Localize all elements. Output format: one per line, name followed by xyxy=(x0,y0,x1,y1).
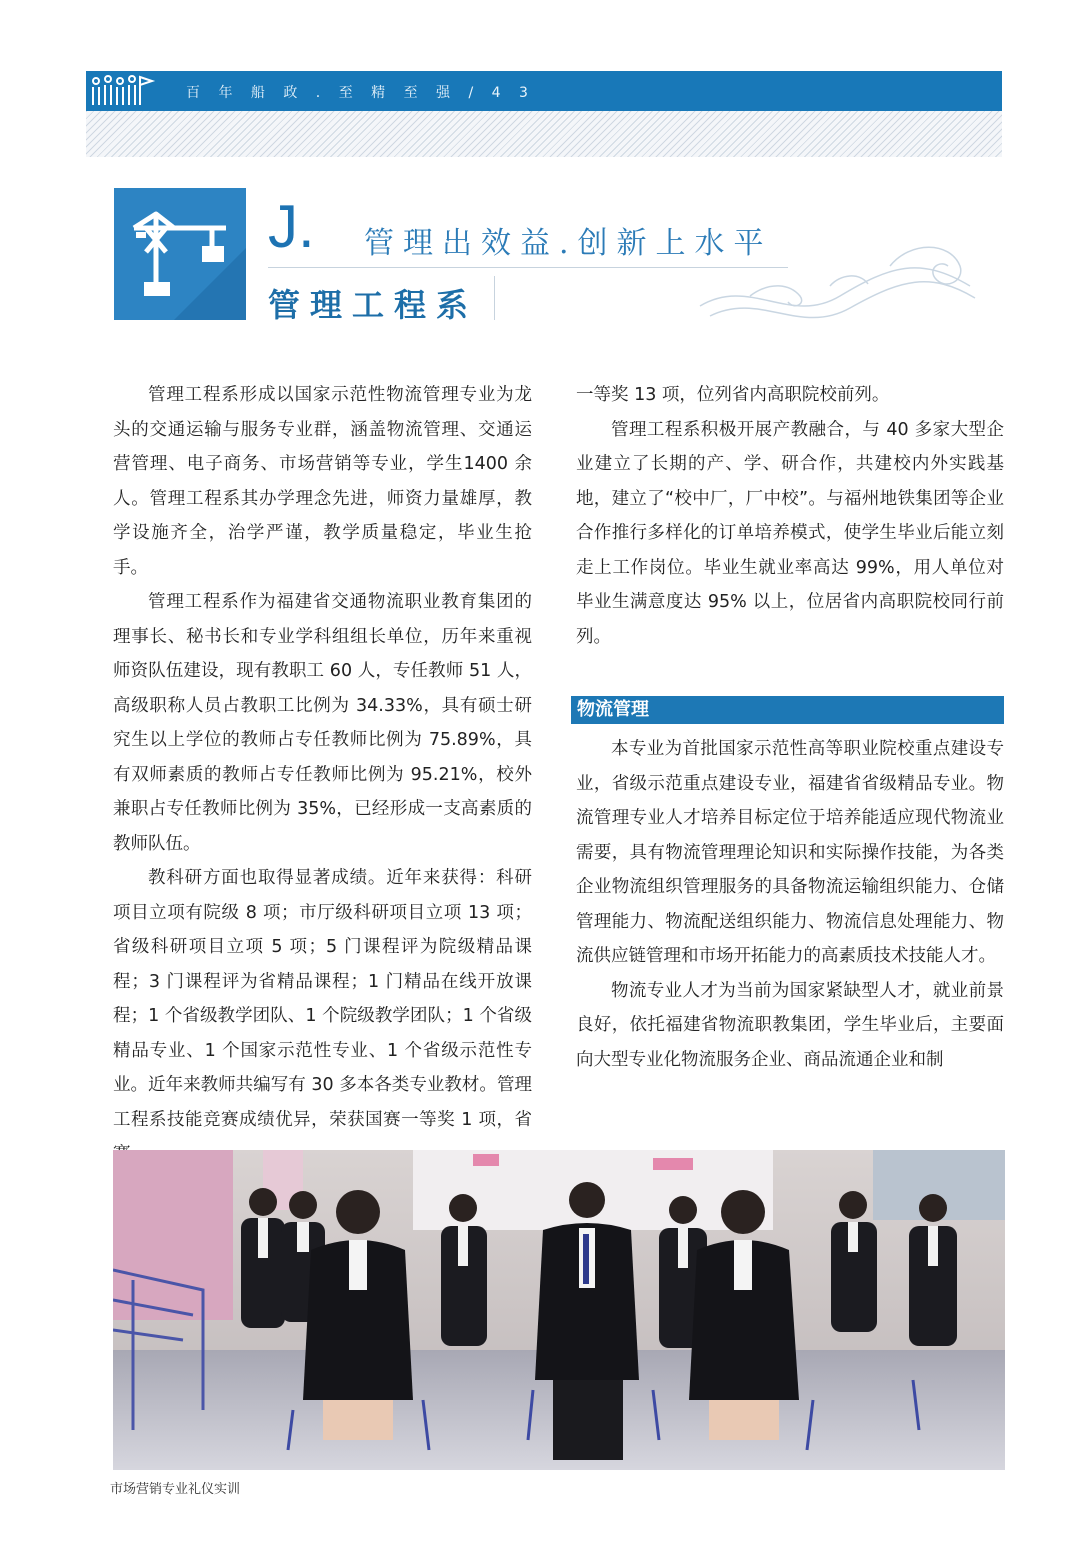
photo-caption: 市场营销专业礼仪实训 xyxy=(110,1482,241,1497)
header-hatch-decoration xyxy=(86,111,1002,157)
paragraph: 教科研方面也取得显著成绩。近年来获得：科研项目立项有院级 8 项；市厅级科研项目立项 13 项；省级科研项目立项 5 项；5 门课程评为院级精品课程；3 门课程评为省精品课程；1 门精品在线开放课程；1 个省级教学团队、1 个院级教学团队；1 个省级精品专业、1 个国家示范性专业、1 个省级示范性专业。近年来教师共编写有 30 多本各类专业教材。管理工程系技能竞赛成绩优异，荣获国赛一等奖 1 项，省 xyxy=(113,868,532,1130)
paragraph: 管理工程系积极开展产教融合，与 40 多家大型企业建立了长期的产、学、研合作，共建校内外实践基地，建立了“校中厂，厂中校”。与福州地铁集团等企业合作推行多样化的订单培养模式，使学生毕业后能立刻走上工作岗位。毕业生就业率高达 99%，用人单位对毕业生满意度达 95% 以上，位居省内高职院校同行前列。 xyxy=(576,419,1004,647)
title-divider-tick xyxy=(494,276,495,320)
paragraph: 本专业为首批国家示范性高等职业院校重点建设专业，省级示范重点建设专业，福建省省级精品专业。物流管理专业人才培养目标定位于培养能适应现代物流业需要，具有物流管理理论知识和实际操作技能，为各类企业物流组织管理服务的具备物流运输组织能力、仓储管理能力、物流配送组织能力、物流信息处理能力、物流供应链管理和市场开拓能力的高素质技术技能人才。 xyxy=(576,739,1004,966)
people-logo-icon xyxy=(86,71,158,111)
subsection-body xyxy=(576,732,1004,1077)
paragraph: 管理工程系形成以国家示范性物流管理专业为龙头的交通运输与服务专业群，涵盖物流管理、交通运营管理、电子商务、市场营销等专业，学生1400 余人。管理工程系其办学理念先进，师资力量雄厚，教学设施齐全，治学严谨，教学质量稳定，毕业生抢手。 xyxy=(113,385,532,578)
department-title: 管理工程系 xyxy=(268,286,479,324)
wave-decoration-icon xyxy=(690,236,980,336)
paragraph-continued: 一等奖 13 项，位列省内高职院校前列。 xyxy=(576,385,890,405)
section-slogan: 管理出效益.创新上水平 xyxy=(364,226,773,261)
etiquette-training-photo xyxy=(113,1150,1005,1470)
paragraph: 管理工程系作为福建省交通物流职业教育集团的理事长、秘书长和专业学科组组长单位，历年来重视师资队伍建设，现有教职工 60 人，专任教师 51 人，高级职称人员占教职工比例为 34.33%，具有硕士研究生以上学位的教师占专任教师比例为 75.89%，具有双师素质的教师占专任教师比例为 95.21%，校外兼职占专任教师比例为 35%，已经形成一支高素质的教师队伍。 xyxy=(113,592,532,854)
crane-icon xyxy=(114,188,246,320)
paragraph: 物流专业人才为当前为国家紧缺型人才，就业前景良好，依托福建省物流职教集团，学生毕业后，主要面向大型专业化物流服务企业、商品流通企业和制 xyxy=(576,980,1004,1070)
section-letter: J. xyxy=(268,193,315,260)
running-header: 百 年 船 政 . 至 精 至 强 / 4 3 xyxy=(186,85,535,101)
section-icon-box xyxy=(114,188,246,320)
subsection-heading: 物流管理 xyxy=(571,696,1004,724)
right-column xyxy=(576,378,1004,654)
left-column xyxy=(113,378,532,1172)
